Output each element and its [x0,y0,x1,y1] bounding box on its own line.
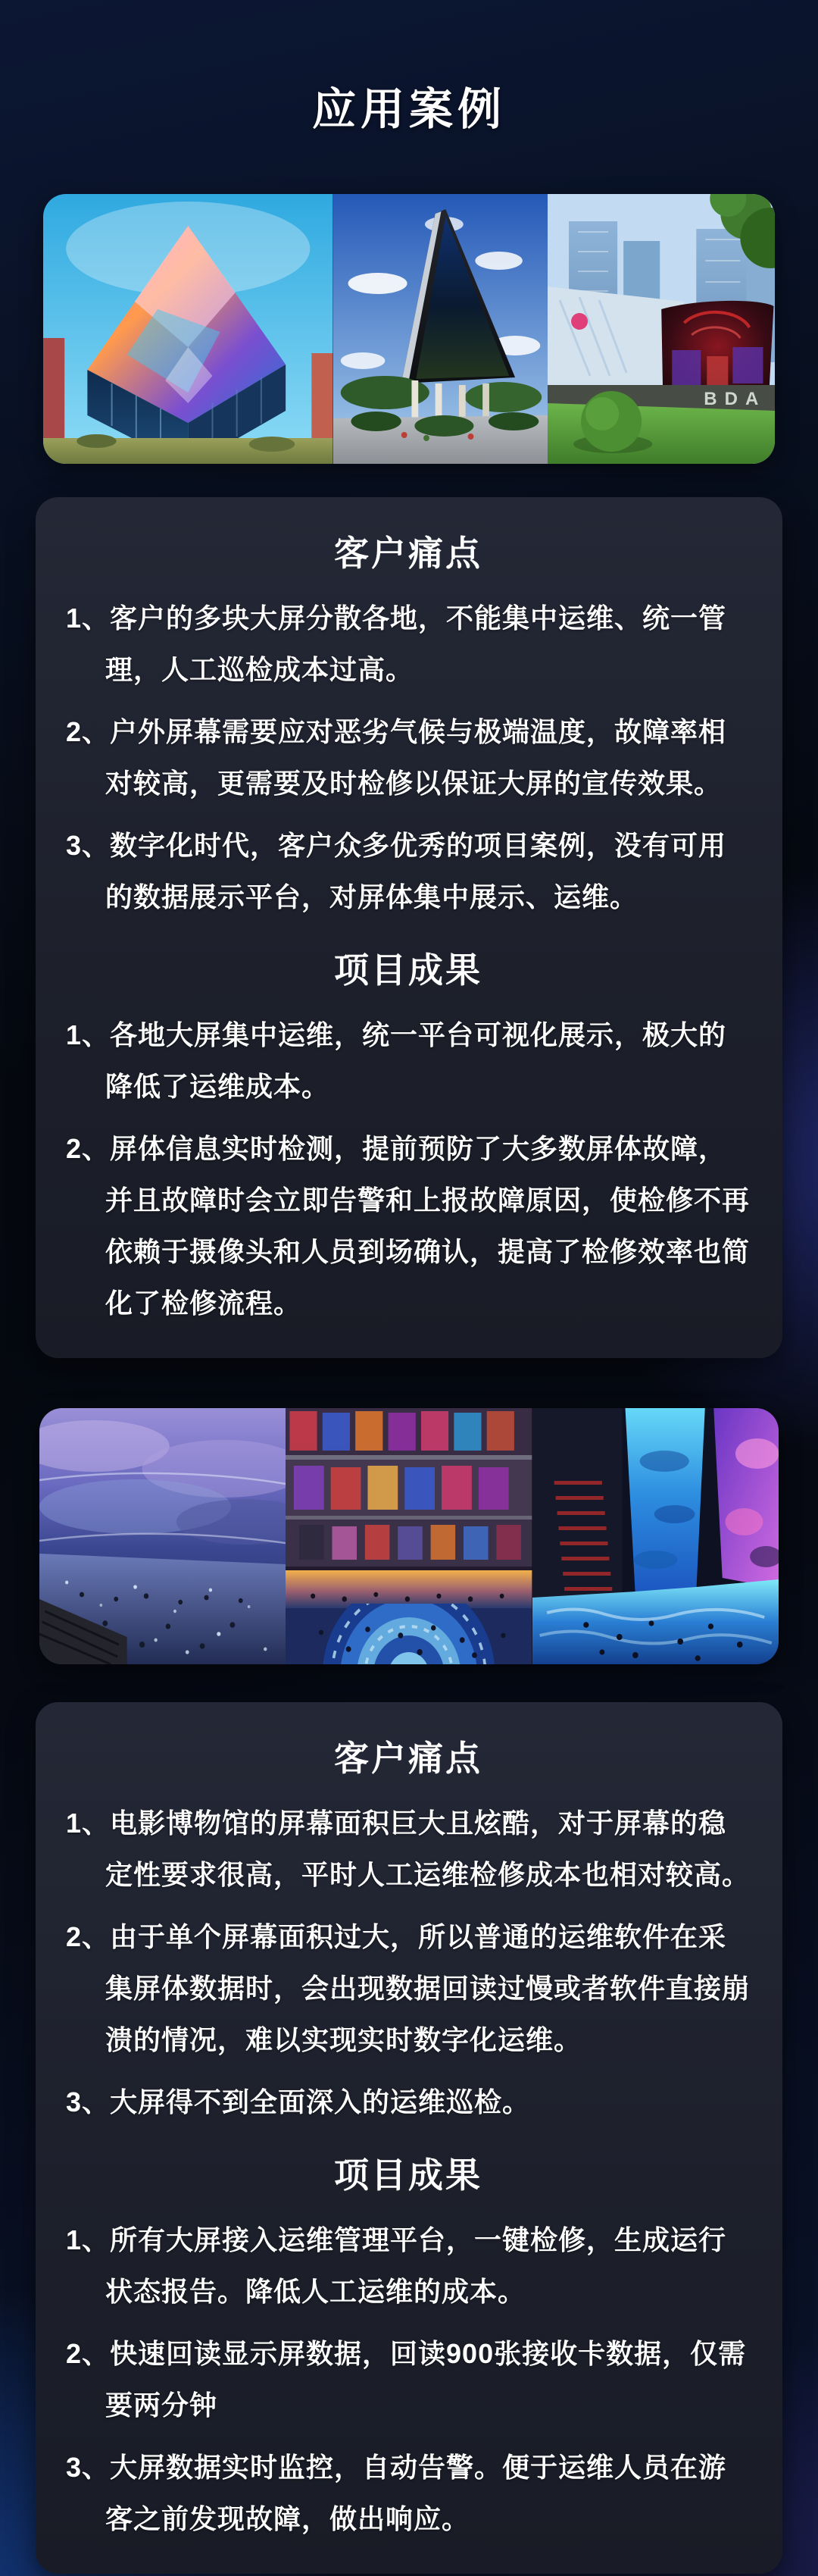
photo-strip-museum [39,1408,779,1664]
photo-curved-outdoor-led [548,194,775,464]
photo-cloud-atrium-led [39,1408,286,1664]
pain-points-heading: 客户痛点 [334,534,482,573]
case-card-museum [36,1702,782,2574]
pain-point-item: 3、大屏得不到全面深入的运维巡检。 [66,2086,531,2117]
project-result-item: 2、屏体信息实时检测，提前预防了大多数屏体故障，并且故障时会立即告警和上报故障原因，使检修不再依赖于摄像头和人员到场确认，提高了检修效率也简化了检修流程。 [66,1133,751,1319]
pain-point-item: 2、户外屏幕需要应对恶劣气候与极端温度，故障率相对较高，更需要及时检修以保证大屏的宣传效果。 [66,716,727,799]
photo-aquarium-led-column [532,1408,779,1664]
pain-point-item: 2、由于单个屏幕面积过大，所以普通的运维软件在采集屏体数据时，会出现数据回读过慢或者软件直接崩溃的情况，难以实现实时数字化运维。 [66,1921,751,2055]
project-results-heading: 项目成果 [334,950,482,990]
photo-outdoor-billboard-led [333,194,548,464]
photo-strip-outdoor [43,194,775,464]
photo-building-mural-led [43,194,333,464]
pain-point-item: 3、数字化时代，客户众多优秀的项目案例，没有可用的数据展示平台，对屏体集中展示、运维。 [66,830,727,912]
project-result-item: 2、快速回读显示屏数据，回读900张接收卡数据，仅需要两分钟 [66,2338,747,2421]
pain-points-heading: 客户痛点 [334,1739,482,1778]
project-result-item: 1、所有大屏接入运维管理平台，一键检修，生成运行状态报告。降低人工运维的成本。 [66,2224,727,2307]
project-result-item: 1、各地大屏集中运维，统一平台可视化展示，极大的降低了运维成本。 [66,1019,727,1102]
bda-sign-text: BDA [703,389,766,409]
project-result-item: 3、大屏数据实时监控，自动告警。便于运维人员在游客之前发现故障，做出响应。 [66,2452,727,2534]
pain-point-item: 1、客户的多块大屏分散各地，不能集中运维、统一管理，人工巡检成本过高。 [66,603,727,685]
case-card-outdoor [36,497,782,1358]
project-results-heading: 项目成果 [334,2155,482,2195]
photo-museum-atrium-led-floor [286,1408,532,1664]
page-title: 应用案例 [311,85,506,134]
pain-point-item: 1、电影博物馆的屏幕面积巨大且炫酷，对于屏幕的稳定性要求很高，平时人工运维检修成本也相对较高。 [66,1808,751,1890]
